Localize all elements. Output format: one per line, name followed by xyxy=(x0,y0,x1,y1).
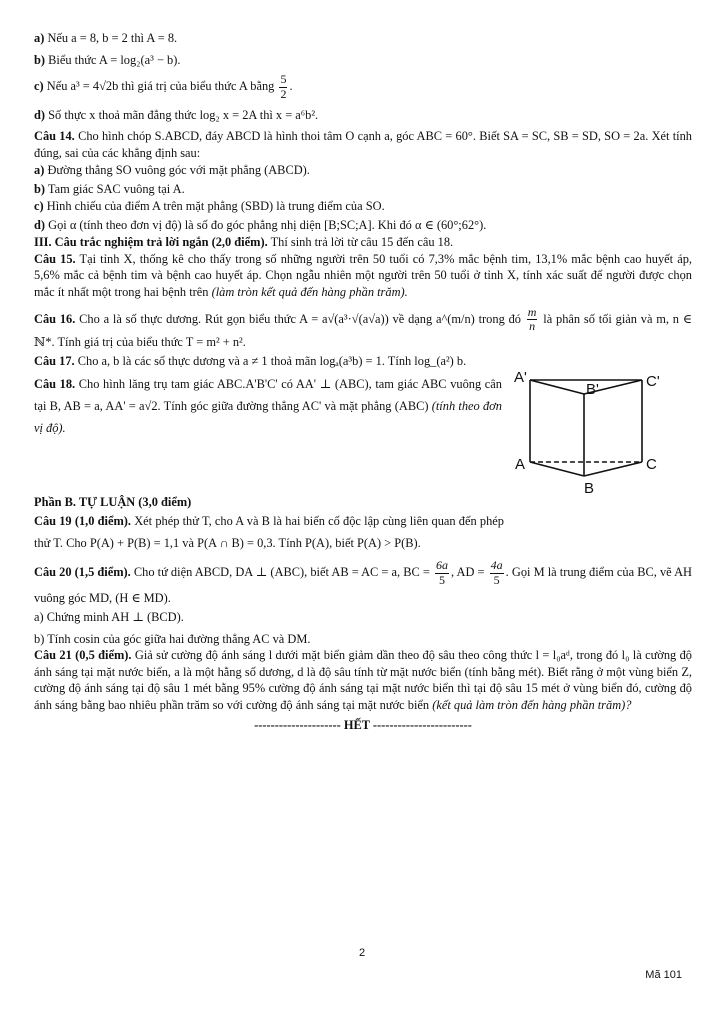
q21: Câu 21 (0,5 điểm). Giả sử cường độ ánh sáng l dưới mặt biển giảm dần theo độ sâu theo công thức l = l₀aᵈ, trong đó l₀ là cường độ ánh sáng tại mặt nước biển, a là một hằng số dương, d là độ sâu tính từ mặt nước biển (tính bằng mét). Biết rằng ở một vùng biển Z, cường độ ánh sáng tại độ sâu 1 mét bằng 95% cường độ ánh sáng tại mặt nước biển thì tại độ sâu 15 mét ở vùng biển đó, cường độ ánh sáng bằng bao nhiêu phần trăm so với cường độ ánh sáng tại mặt nước biển (kết quả làm tròn đến hàng phần trăm)? xyxy=(34,648,692,713)
prism-figure xyxy=(512,372,692,500)
q20-a: a) Chứng minh AH ⊥ (BCD). xyxy=(34,610,184,625)
page-number: 2 xyxy=(358,947,366,959)
label-a: A xyxy=(515,456,526,474)
item-a: a) Nếu a = 8, b = 2 thì A = 8. xyxy=(34,31,178,45)
item-d: d) Số thực x thoả mãn đẳng thức log₂ x = 2A thì x = a⁶b². xyxy=(34,107,319,122)
q14-b: b) Tam giác SAC vuông tại A. xyxy=(34,182,185,197)
label-b1: B' xyxy=(586,381,599,399)
q18: Câu 18. Cho hình lăng trụ tam giác ABC.A'B'C' có AA' ⊥ (ABC), tam giác ABC vuông cân tại B, AB = a, AA' = a√2. Tính góc giữa đường thẳng AC' và mặt phẳng (ABC) (tính theo đơn vị độ). xyxy=(34,377,502,435)
q20-b: b) Tính cosin của góc giữa hai đường thẳng AC và DM. xyxy=(34,631,311,646)
q16: Câu 16. Cho a là số thực dương. Rút gọn biểu thức A = a√(a³·√(a√a)) về dạng a^(m/n) trong đó $\frac{m}{n}$ là phân số tối giản và m, n ∈ ℕ*. Tính giá trị của biểu thức T = m² + n². xyxy=(34,304,692,350)
fraction-bc: $\frac{6a}{5}$ xyxy=(436,558,449,588)
fraction: $\frac{5}{2}$ xyxy=(280,72,287,102)
partB-heading: Phần B. TỰ LUẬN (3,0 điểm) xyxy=(34,495,192,510)
q14-d: d) Gọi α (tính theo đơn vị độ) là số đo góc phẳng nhị diện [B;SC;A]. Khi đó α ∈ (60°;62°). xyxy=(34,218,487,233)
label-c1: C' xyxy=(646,373,660,391)
q19: Câu 19 (1,0 điểm). Xét phép thử T, cho A và B là hai biến cố độc lập cùng liên quan đến phép thử T. Cho P(A) + P(B) = 1,1 và P(A ∩ B) = 0,3. Tính P(A), biết P(A) > P(B). xyxy=(34,513,504,550)
part3-heading: III. Câu trắc nghiệm trả lời ngắn (2,0 điểm). Thí sinh trả lời từ câu 15 đến câu 18. xyxy=(34,235,454,250)
end-marker: --------------------- HẾT ------------------------ xyxy=(254,717,472,732)
q17: Câu 17. Cho a, b là các số thực dương và a ≠ 1 thoả mãn logₐ(a³b) = 1. Tính log_(a²) b. xyxy=(34,353,467,368)
label-c: C xyxy=(646,456,657,474)
q14-a: a) Đường thẳng SO vuông góc với mặt phẳng (ABCD). xyxy=(34,162,310,177)
q20: Câu 20 (1,5 điểm). Cho tứ diện ABCD, DA ⊥ (ABC), biết AB = AC = a, BC = $\frac{6a}{5}$ , AD = $\frac{4a}{5}$ . Gọi M là trung điểm của BC, vẽ AH vuông góc MD, (H ∈ MD). xyxy=(34,558,692,605)
q15: Câu 15. Tại tỉnh X, thống kê cho thấy trong số những người trên 50 tuổi có 7,3% mắc bệnh tim, 13,1% mắc bệnh cao huyết áp, 5,6% mắc cả bệnh tim và bệnh cao huyết áp. Chọn ngẫu nhiên một người trên 50 tuổi ở tỉnh X, tính xác suất để người được chọn mắc ít nhất một trong hai bệnh trên (làm tròn kết quả đến hàng phần trăm). xyxy=(34,251,692,299)
q14-stem: Câu 14. Cho hình chóp S.ABCD, đáy ABCD là hình thoi tâm O cạnh a, góc ABC = 60°. Biết SA = SC, SB = SD, SO = 2a. Xét tính đúng, sai của các khẳng định sau: xyxy=(34,129,693,161)
label-b: B xyxy=(584,480,595,498)
q18-block xyxy=(34,374,692,500)
exam-code: Mã 101 xyxy=(645,969,682,981)
fraction-m-n: $\frac{m}{n}$ xyxy=(527,304,537,334)
item-c: c) Nếu a³ = 4√2b thì giá trị của biểu thức A bằng $\frac{5}{2}$ . xyxy=(34,72,293,102)
label-a1: A' xyxy=(514,372,527,387)
item-b: b) Biểu thức A = log₂(a³ − b). xyxy=(34,52,181,67)
q14-c: c) Hình chiếu của điểm A trên mặt phẳng (SBD) là trung điểm của SO. xyxy=(34,198,385,213)
exam-page xyxy=(34,30,692,733)
fraction-ad: $\frac{4a}{5}$ xyxy=(490,558,503,588)
